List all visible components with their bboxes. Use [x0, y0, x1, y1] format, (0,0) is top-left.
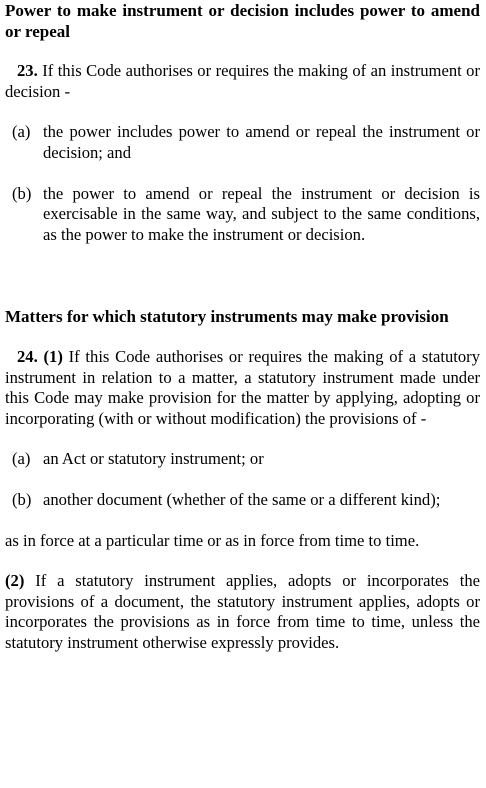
subsection-1 — [5, 347, 480, 429]
subsection-text: If this Code authorises or requires the making of a statutory instrument in relation to a matter, a statutory instrument made under this Code may make provision for the matter by applying, adopting or incorporating (with or without modification) the provisions of - — [5, 346, 480, 428]
item-label: (a) — [12, 122, 31, 142]
subsection-2 — [5, 571, 480, 653]
item-text: an Act or statutory instrument; or — [43, 449, 264, 469]
item-text: the power to amend or repeal the instrument or decision is exercisable in the same way, and subject to the same conditions, as the power to make the instrument or decision. — [43, 183, 480, 244]
section-heading: Matters for which statutory instruments may make provision — [5, 307, 449, 327]
section-intro-text: If this Code authorises or requires the making of an instrument or decision - — [5, 61, 480, 101]
item-text: the power includes power to amend or repeal the instrument or decision; and — [43, 122, 480, 162]
subsection-text: If a statutory instrument applies, adopts or incorporates the provisions of a document, the statutory instrument applies, adopts or incorporates the provisions as in force from time to time, unless the statutory instrument otherwise expressly provides. — [5, 571, 480, 652]
section-number: 23. — [17, 61, 38, 81]
list-item — [5, 449, 480, 470]
section-number: 24. — [17, 346, 38, 366]
section-23 — [5, 0, 480, 245]
section-24 — [5, 307, 480, 653]
subsection-number: (1) — [43, 346, 63, 366]
item-text: another document (whether of the same or a different kind); — [43, 489, 441, 509]
subsection-tail: as in force at a particular time or as in force from time to time. — [5, 530, 420, 550]
item-label: (b) — [12, 183, 32, 203]
list-item — [5, 184, 480, 246]
subsection-number: (2) — [5, 571, 25, 591]
item-label: (a) — [12, 449, 31, 469]
list-item — [5, 122, 480, 163]
item-label: (b) — [12, 489, 32, 509]
section-intro — [5, 61, 480, 102]
list-item — [5, 490, 480, 511]
section-heading: Power to make instrument or decision includes power to amend or repeal — [5, 1, 480, 41]
